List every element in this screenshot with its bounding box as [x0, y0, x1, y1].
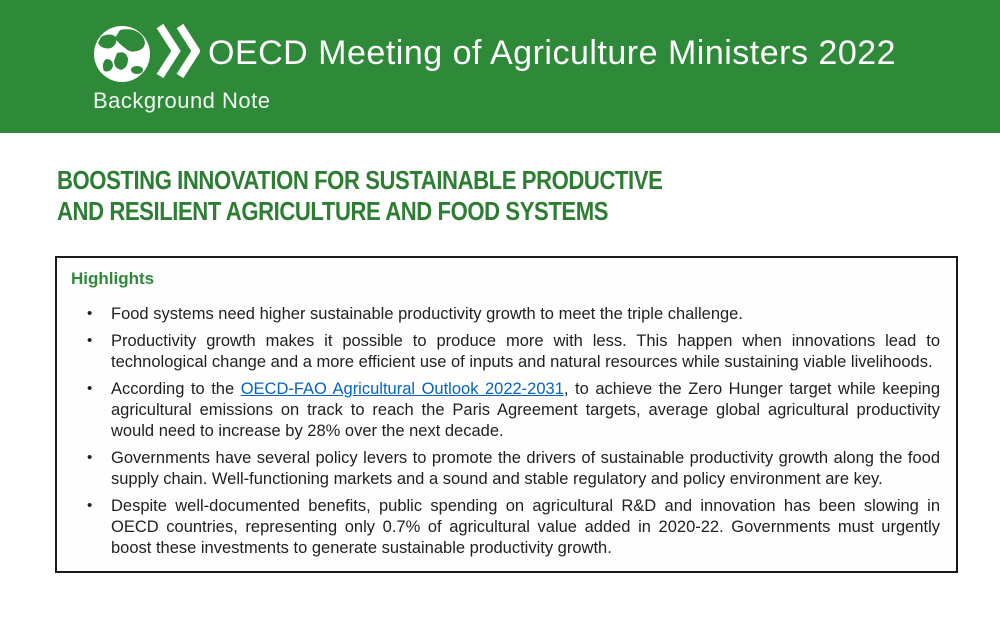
highlight-bullet-item: [71, 448, 940, 490]
bullet-text: According to the: [111, 380, 241, 398]
banner-subtitle: Background Note: [93, 88, 271, 113]
highlight-bullet-item: [71, 379, 940, 442]
oecd-fao-outlook-link[interactable]: OECD-FAO Agricultural Outlook 2022-2031: [240, 380, 564, 398]
bullet-text: , to achieve the Zero Hunger target while keeping agricultural emissions on track to reach the Paris Agreement targets, average global agricultural productivity would need to increase by 28% over the next decade.: [111, 380, 940, 440]
page-title: [57, 165, 859, 227]
banner: [0, 0, 1000, 133]
highlight-bullet-item: [71, 496, 940, 559]
page-title-line1: BOOSTING INNOVATION FOR SUSTAINABLE PRODUCTIVE: [57, 165, 663, 195]
highlights-box: [55, 256, 958, 573]
highlights-heading: Highlights: [71, 269, 155, 288]
bullet-dot-icon: •: [87, 305, 93, 322]
bullet-text: Food systems need higher sustainable productivity growth to meet the triple challenge.: [111, 305, 743, 323]
highlight-bullet-item: [71, 331, 940, 373]
oecd-logo: [92, 22, 896, 85]
bullet-dot-icon: •: [87, 497, 93, 514]
chevrons-icon: [156, 22, 200, 85]
highlights-list: [71, 304, 940, 559]
bullet-dot-icon: •: [87, 380, 93, 397]
bullet-text: Governments have several policy levers to promote the drivers of sustainable productivity growth along the food supply chain. Well-functioning markets and a sound and stable regulatory and policy environment are key.: [111, 449, 940, 488]
highlight-bullet-item: [71, 304, 940, 325]
page-title-line2: AND RESILIENT AGRICULTURE AND FOOD SYSTEMS: [57, 196, 609, 226]
bullet-text: Productivity growth makes it possible to produce more with less. This happen when innovations lead to technological change and a more efficient use of inputs and natural resources while sustaining viable livelihoods.: [111, 332, 940, 371]
bullet-dot-icon: •: [87, 449, 93, 466]
bullet-dot-icon: •: [87, 332, 93, 349]
banner-title: OECD Meeting of Agriculture Ministers 2022: [208, 34, 897, 72]
globe-icon: [92, 24, 152, 84]
bullet-text: Despite well-documented benefits, public spending on agricultural R&D and innovation has been slowing in OECD countries, representing only 0.7% of agricultural value added in 2020-22. Governments must urgently boost these investments to generate sustainable productivity growth.: [111, 497, 940, 557]
